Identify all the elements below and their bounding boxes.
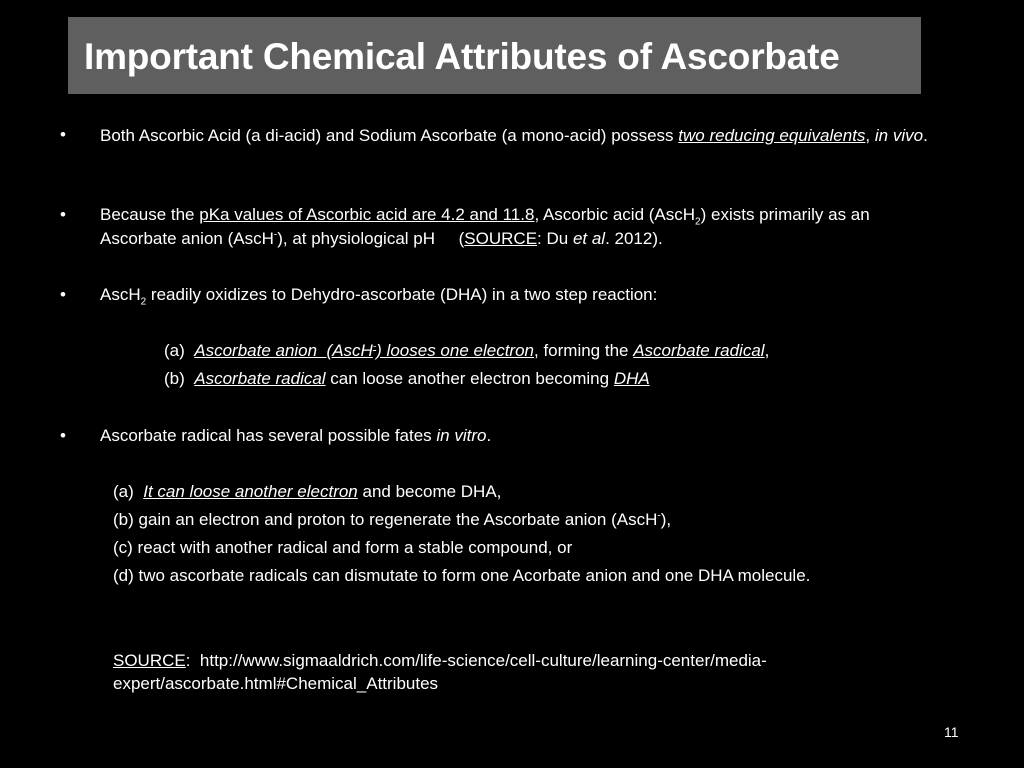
bullet-3-sub-a bbox=[164, 339, 769, 363]
b1-text2: , bbox=[865, 126, 875, 145]
bullet-3-sub-b bbox=[164, 367, 650, 391]
b4a-prefix: (a) bbox=[113, 482, 144, 501]
b3b-prefix: (b) bbox=[164, 369, 195, 388]
b1-underline: two reducing equivalents bbox=[678, 126, 866, 145]
b4b-text1: (b) gain an electron and proton to regenerate the Ascorbate anion (AscH bbox=[113, 510, 658, 529]
bullet-1-text bbox=[100, 124, 950, 148]
b3a-u1: Ascorbate anion (AscH bbox=[194, 341, 373, 360]
b2-text2: , Ascorbic acid (AscH bbox=[534, 205, 696, 224]
b4-text1: Ascorbate radical has several possible fates bbox=[100, 426, 437, 445]
bullet-4-sub-c: (c) react with another radical and form a stable compound, or bbox=[113, 538, 573, 557]
bullet-4-sub-d: (d) two ascorbate radicals can dismutate to form one Acorbate anion and one DHA molecule. bbox=[113, 566, 811, 585]
b1-italic: in vivo bbox=[874, 126, 924, 145]
b4a-text1: and become DHA, bbox=[357, 482, 502, 501]
b4a-u1: It can loose another electron bbox=[143, 482, 358, 501]
b1-text1: Both Ascorbic Acid (a di-acid) and Sodium Ascorbate (a mono-acid) possess bbox=[100, 126, 679, 145]
title-bar bbox=[68, 17, 921, 94]
b2-text1: Because the bbox=[100, 205, 200, 224]
b3b-u1: Ascorbate radical bbox=[194, 369, 326, 388]
bullet-marker: • bbox=[60, 426, 66, 445]
b4b-sup: - bbox=[657, 510, 661, 522]
source-line-1 bbox=[113, 649, 767, 673]
b3b-text1: can loose another electron becoming bbox=[325, 369, 614, 388]
bullet-marker: • bbox=[60, 205, 66, 224]
bullet-3-text bbox=[100, 283, 950, 307]
b2-text6: . 2012). bbox=[605, 229, 663, 248]
b2-sup: - bbox=[273, 229, 278, 241]
b3a-text1: , forming the bbox=[534, 341, 634, 360]
source-label-link[interactable]: SOURCE bbox=[113, 651, 186, 670]
b1-text3: . bbox=[923, 126, 928, 145]
b3b-u2: DHA bbox=[613, 369, 650, 388]
b3a-u2: ) looses one electron bbox=[376, 341, 534, 360]
bullet-marker: • bbox=[60, 285, 66, 304]
b3a-u3: Ascorbate radical bbox=[633, 341, 765, 360]
b3-text1: AscH bbox=[100, 285, 141, 304]
b2-pka-link[interactable]: pKa values of Ascorbic acid are 4.2 and 11.8 bbox=[199, 205, 535, 224]
bullet-marker: • bbox=[60, 125, 66, 144]
b2-text5: : Du bbox=[537, 229, 573, 248]
b3-sub: 2 bbox=[140, 296, 147, 308]
bullet-2-text bbox=[100, 203, 950, 251]
page-number: 11 bbox=[944, 724, 959, 740]
bullet-4-text bbox=[100, 424, 950, 448]
bullet-4-sub-b bbox=[113, 508, 671, 532]
b4b-text2: ), bbox=[660, 510, 672, 529]
slide-title: Important Chemical Attributes of Ascorbate bbox=[84, 36, 840, 77]
b4-text2: . bbox=[486, 426, 492, 445]
b2-source-link[interactable]: SOURCE bbox=[464, 229, 538, 248]
source-line-2[interactable]: expert/ascorbate.html#Chemical_Attributes bbox=[113, 674, 439, 693]
b3-text2: readily oxidizes to Dehydro-ascorbate (DHA) in a two step reaction: bbox=[146, 285, 658, 304]
b4-italic: in vitro bbox=[436, 426, 487, 445]
b2-text3: ) exists primarily as an Ascorbate anion (AscH bbox=[100, 205, 870, 248]
b2-italic: et al bbox=[572, 229, 606, 248]
b3a-prefix: (a) bbox=[164, 341, 195, 360]
source-url-part1[interactable]: : http://www.sigmaaldrich.com/life-science/cell-culture/learning-center/media- bbox=[185, 651, 767, 670]
b3a-text2: , bbox=[764, 341, 770, 360]
b2-sub: 2 bbox=[695, 216, 701, 228]
bullet-4-sub-a bbox=[113, 480, 501, 504]
b3a-sup: - bbox=[372, 341, 377, 353]
b2-text4: ), at physiological pH ( bbox=[277, 229, 465, 248]
